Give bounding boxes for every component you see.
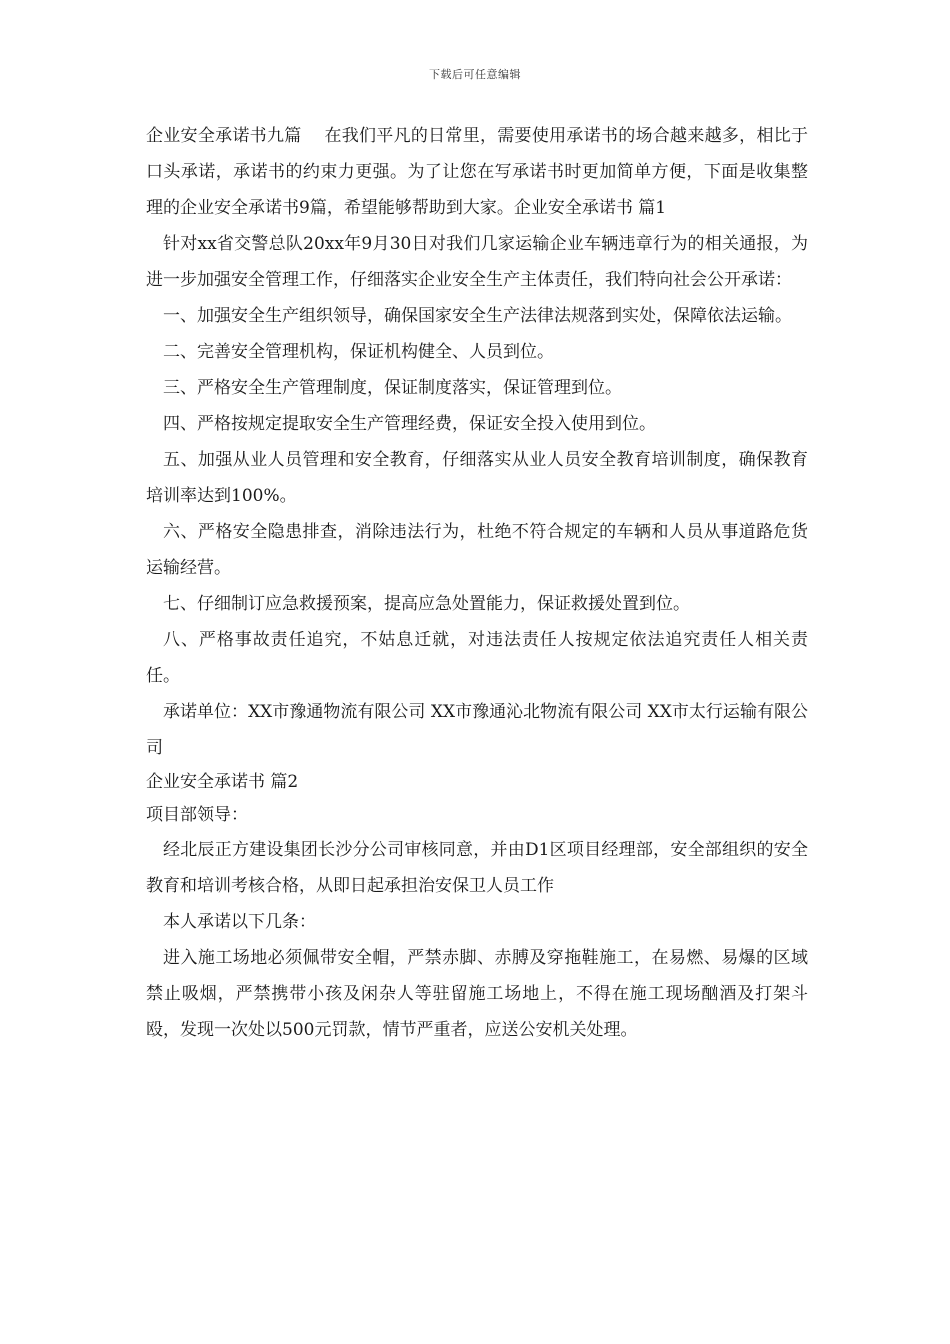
list-item: 一、加强安全生产组织领导，确保国家安全生产法律法规落到实处，保障依法运输。 [163, 306, 792, 326]
page-header: 下载后可任意编辑 [429, 68, 521, 81]
signatory-line: 承诺单位：XX市豫通物流有限公司 XX市豫通沁北物流有限公司 XX市太行运输有限公司 [146, 702, 808, 758]
list-item: 八、严格事故责任追究，不姑息迁就，对违法责任人按规定依法追究责任人相关责任。 [146, 630, 808, 686]
body-paragraph: 经北辰正方建设集团长沙分公司审核同意，并由D1区项目经理部，安全部组织的安全教育和培训考核合格，从即日起承担治安保卫人员工作 [146, 840, 808, 896]
list-item: 四、严格按规定提取安全生产管理经费，保证安全投入使用到位。 [163, 414, 656, 434]
salutation: 项目部领导： [146, 805, 248, 825]
body-paragraph: 针对xx省交警总队20xx年9月30日对我们几家运输企业车辆违章行为的相关通报，为进一步加强安全管理工作，仔细落实企业安全生产主体责任，我们特向社会公开承诺： [146, 234, 808, 290]
body-paragraph: 进入施工场地必须佩带安全帽，严禁赤脚、赤膊及穿拖鞋施工，在易燃、易爆的区域禁止吸烟，严禁携带小孩及闲杂人等驻留施工场地上，不得在施工现场酗酒及打架斗殴，发现一次处以500元罚款，情节严重者，应送公安机关处理。 [146, 948, 808, 1040]
document-body [146, 118, 808, 1048]
list-item: 二、完善安全管理机构，保证机构健全、人员到位。 [163, 342, 554, 362]
body-paragraph: 本人承诺以下几条： [163, 912, 316, 932]
list-item: 六、严格安全隐患排查，消除违法行为，杜绝不符合规定的车辆和人员从事道路危货运输经营。 [146, 522, 808, 578]
intro-paragraph: 企业安全承诺书九篇 在我们平凡的日常里，需要使用承诺书的场合越来越多，相比于口头承诺，承诺书的约束力更强。为了让您在写承诺书时更加简单方便，下面是收集整理的企业安全承诺书9篇，希望能够帮助到大家。企业安全承诺书 篇1 [146, 126, 808, 218]
list-item: 七、仔细制订应急救援预案，提高应急处置能力，保证救援处置到位。 [163, 594, 690, 614]
section-heading: 企业安全承诺书 篇2 [146, 772, 299, 792]
list-item: 三、严格安全生产管理制度，保证制度落实，保证管理到位。 [163, 378, 622, 398]
list-item: 五、加强从业人员管理和安全教育，仔细落实从业人员安全教育培训制度，确保教育培训率达到100%。 [146, 450, 808, 506]
